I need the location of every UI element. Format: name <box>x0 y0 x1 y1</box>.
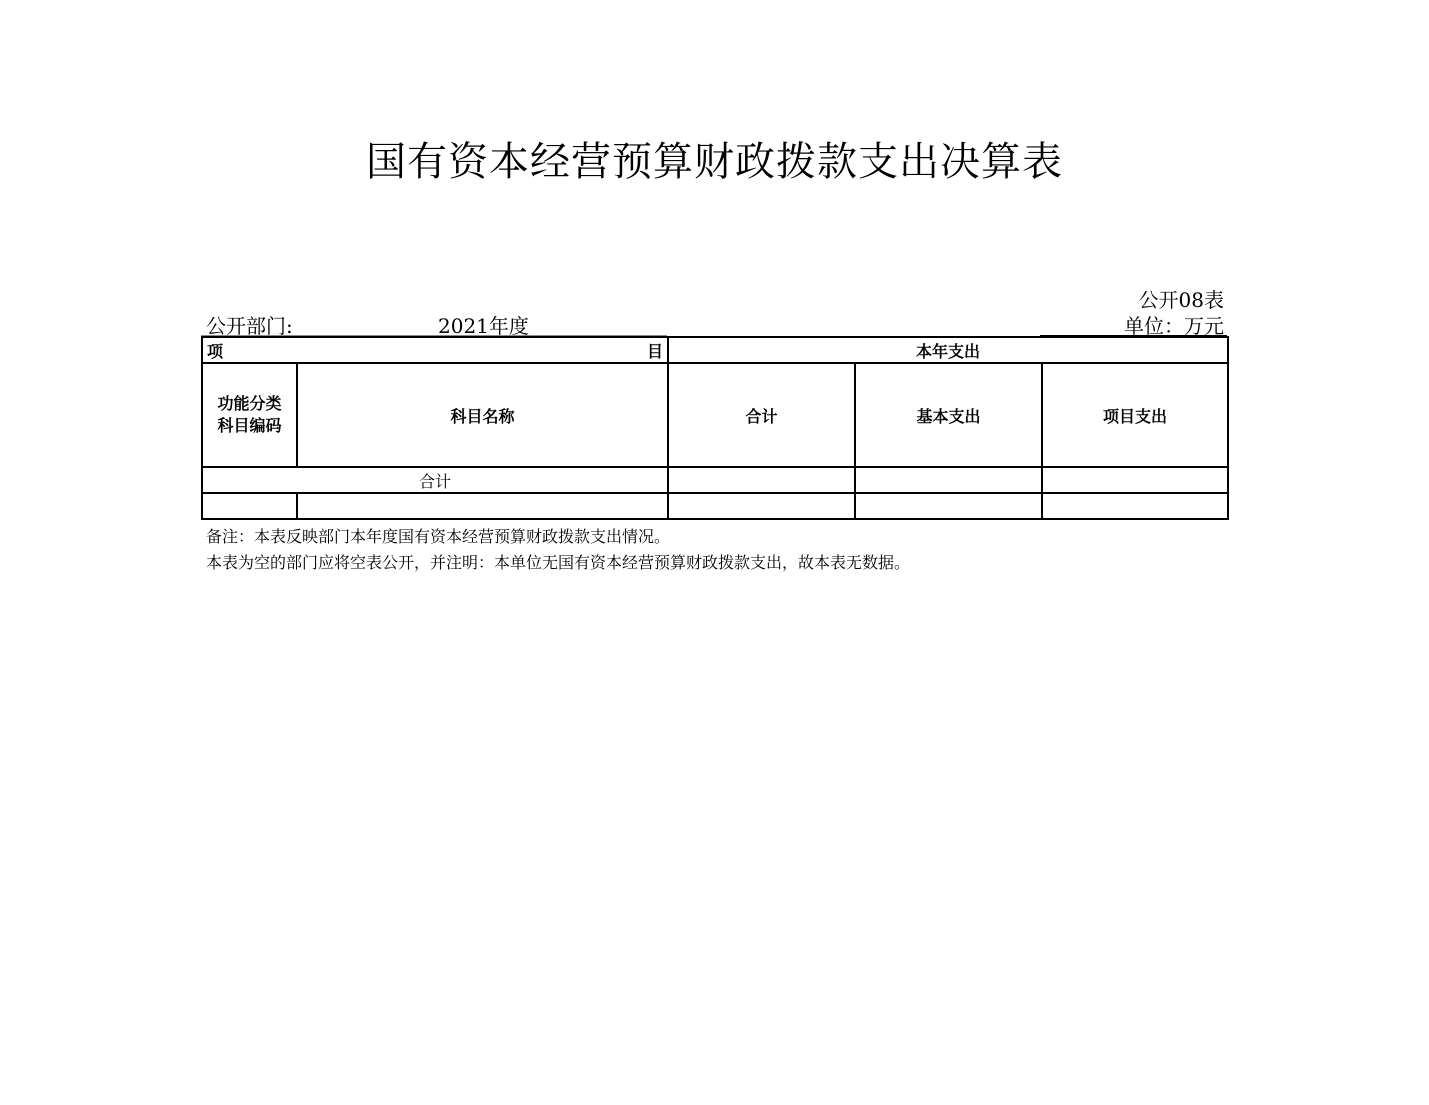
page-title: 国有资本经营预算财政拨款支出决算表 <box>366 139 1063 185</box>
form-number: 公开08表 <box>1138 288 1224 312</box>
current-year-expense-header: 本年支出 <box>668 337 1228 363</box>
department-label: 公开部门: <box>206 314 293 338</box>
code-header-line2: 科目编码 <box>217 416 282 435</box>
project-cell <box>1042 467 1228 493</box>
project-expense-header: 项目支出 <box>1042 363 1228 467</box>
total-cell <box>668 493 855 519</box>
basic-expense-header: 基本支出 <box>855 363 1042 467</box>
table-header-row <box>202 337 1228 363</box>
note-line-2: 本表为空的部门应将空表公开，并注明：本单位无国有资本经营预算财政拨款支出，故本表无数据。 <box>206 553 911 572</box>
item-header-cell <box>202 337 668 363</box>
fiscal-year: 2021年度 <box>438 314 529 338</box>
item-header-right: 目 <box>646 341 663 361</box>
name-header: 科目名称 <box>297 363 668 467</box>
total-cell <box>668 467 855 493</box>
basic-cell <box>855 467 1042 493</box>
basic-cell <box>855 493 1042 519</box>
code-header-cell <box>202 363 297 467</box>
code-cell <box>202 493 297 519</box>
total-header: 合计 <box>668 363 855 467</box>
item-header-left: 项 <box>207 341 224 361</box>
code-header-line1: 功能分类 <box>217 394 282 413</box>
total-row-label: 合计 <box>202 467 668 493</box>
unit-label: 单位：万元 <box>1124 314 1224 338</box>
project-cell <box>1042 493 1228 519</box>
table-subheader-row <box>202 363 1228 467</box>
expense-table <box>201 336 1229 520</box>
note-line-1: 备注：本表反映部门本年度国有资本经营预算财政拨款支出情况。 <box>206 527 671 546</box>
name-cell <box>297 493 668 519</box>
total-row <box>202 467 1228 493</box>
table-row <box>202 493 1228 519</box>
